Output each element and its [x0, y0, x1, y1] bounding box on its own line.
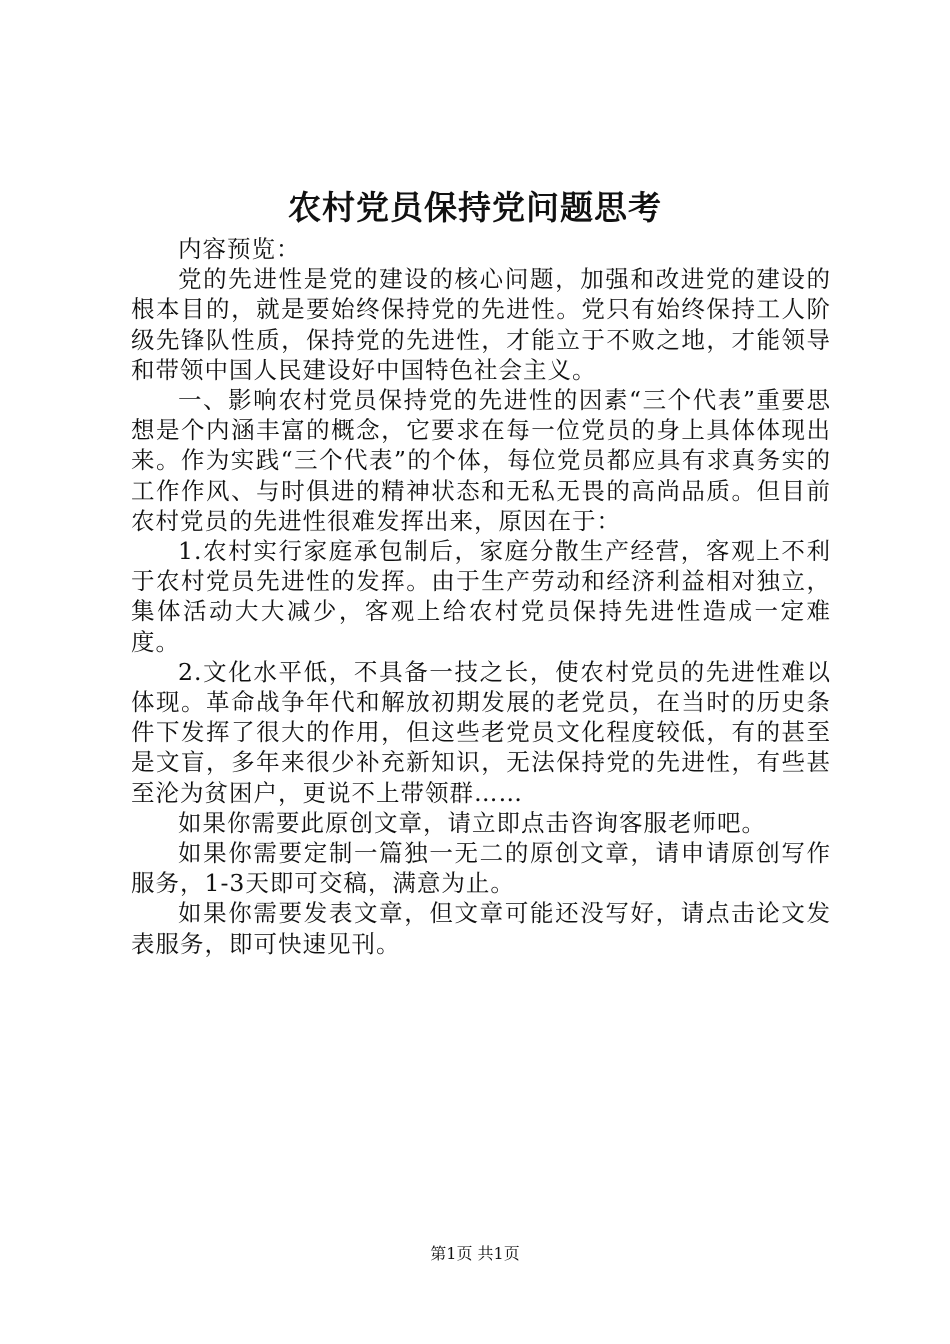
- paragraph-preview-label: 内容预览：: [178, 235, 301, 263]
- paragraph-intro: 党的先进性是党的建设的核心问题，加强和改进党的建设的根本目的，就是要始终保持党的先进性。党只有始终保持工人阶级先锋队性质，保持党的先进性，才能立于不败之地，才能领导和带领中国人民建设好中国特色社会主义。: [131, 265, 831, 384]
- paragraph-service-custom: 如果你需要定制一篇独一无二的原创文章，请申请原创写作服务，1-3天即可交稿，满意为止。: [131, 839, 831, 898]
- page-number-footer: 第1页 共1页: [430, 1244, 520, 1263]
- paragraph-service-consult: 如果你需要此原创文章，请立即点击咨询客服老师吧。: [178, 808, 766, 837]
- document-body: [131, 234, 831, 959]
- paragraph-point-one: 1.农村实行家庭承包制后，家庭分散生产经营，客观上不利于农村党员先进性的发挥。由于生产劳动和经济利益相对独立，集体活动大大减少，客观上给农村党员保持先进性造成一定难度。: [131, 537, 831, 656]
- paragraph-section-one: 一、影响农村党员保持党的先进性的因素“三个代表”重要思想是个内涵丰富的概念，它要求在每一位党员的身上具体体现出来。作为实践“三个代表”的个体，每位党员都应具有求真务实的工作作风、与时俱进的精神状态和无私无畏的高尚品质。但目前农村党员的先进性很难发挥出来，原因在于：: [131, 386, 831, 535]
- paragraph-point-two: 2.文化水平低，不具备一技之长，使农村党员的先进性难以体现。革命战争年代和解放初期发展的老党员，在当时的历史条件下发挥了很大的作用，但这些老党员文化程度较低，有的甚至是文盲，多年来很少补充新知识，无法保持党的先进性，有些甚至沦为贫困户，更说不上带领群……: [131, 657, 831, 807]
- paragraph-service-publish: 如果你需要发表文章，但文章可能还没写好，请点击论文发表服务，即可快速见刊。: [131, 899, 831, 958]
- document-title: 农村党员保持党问题思考: [288, 188, 662, 227]
